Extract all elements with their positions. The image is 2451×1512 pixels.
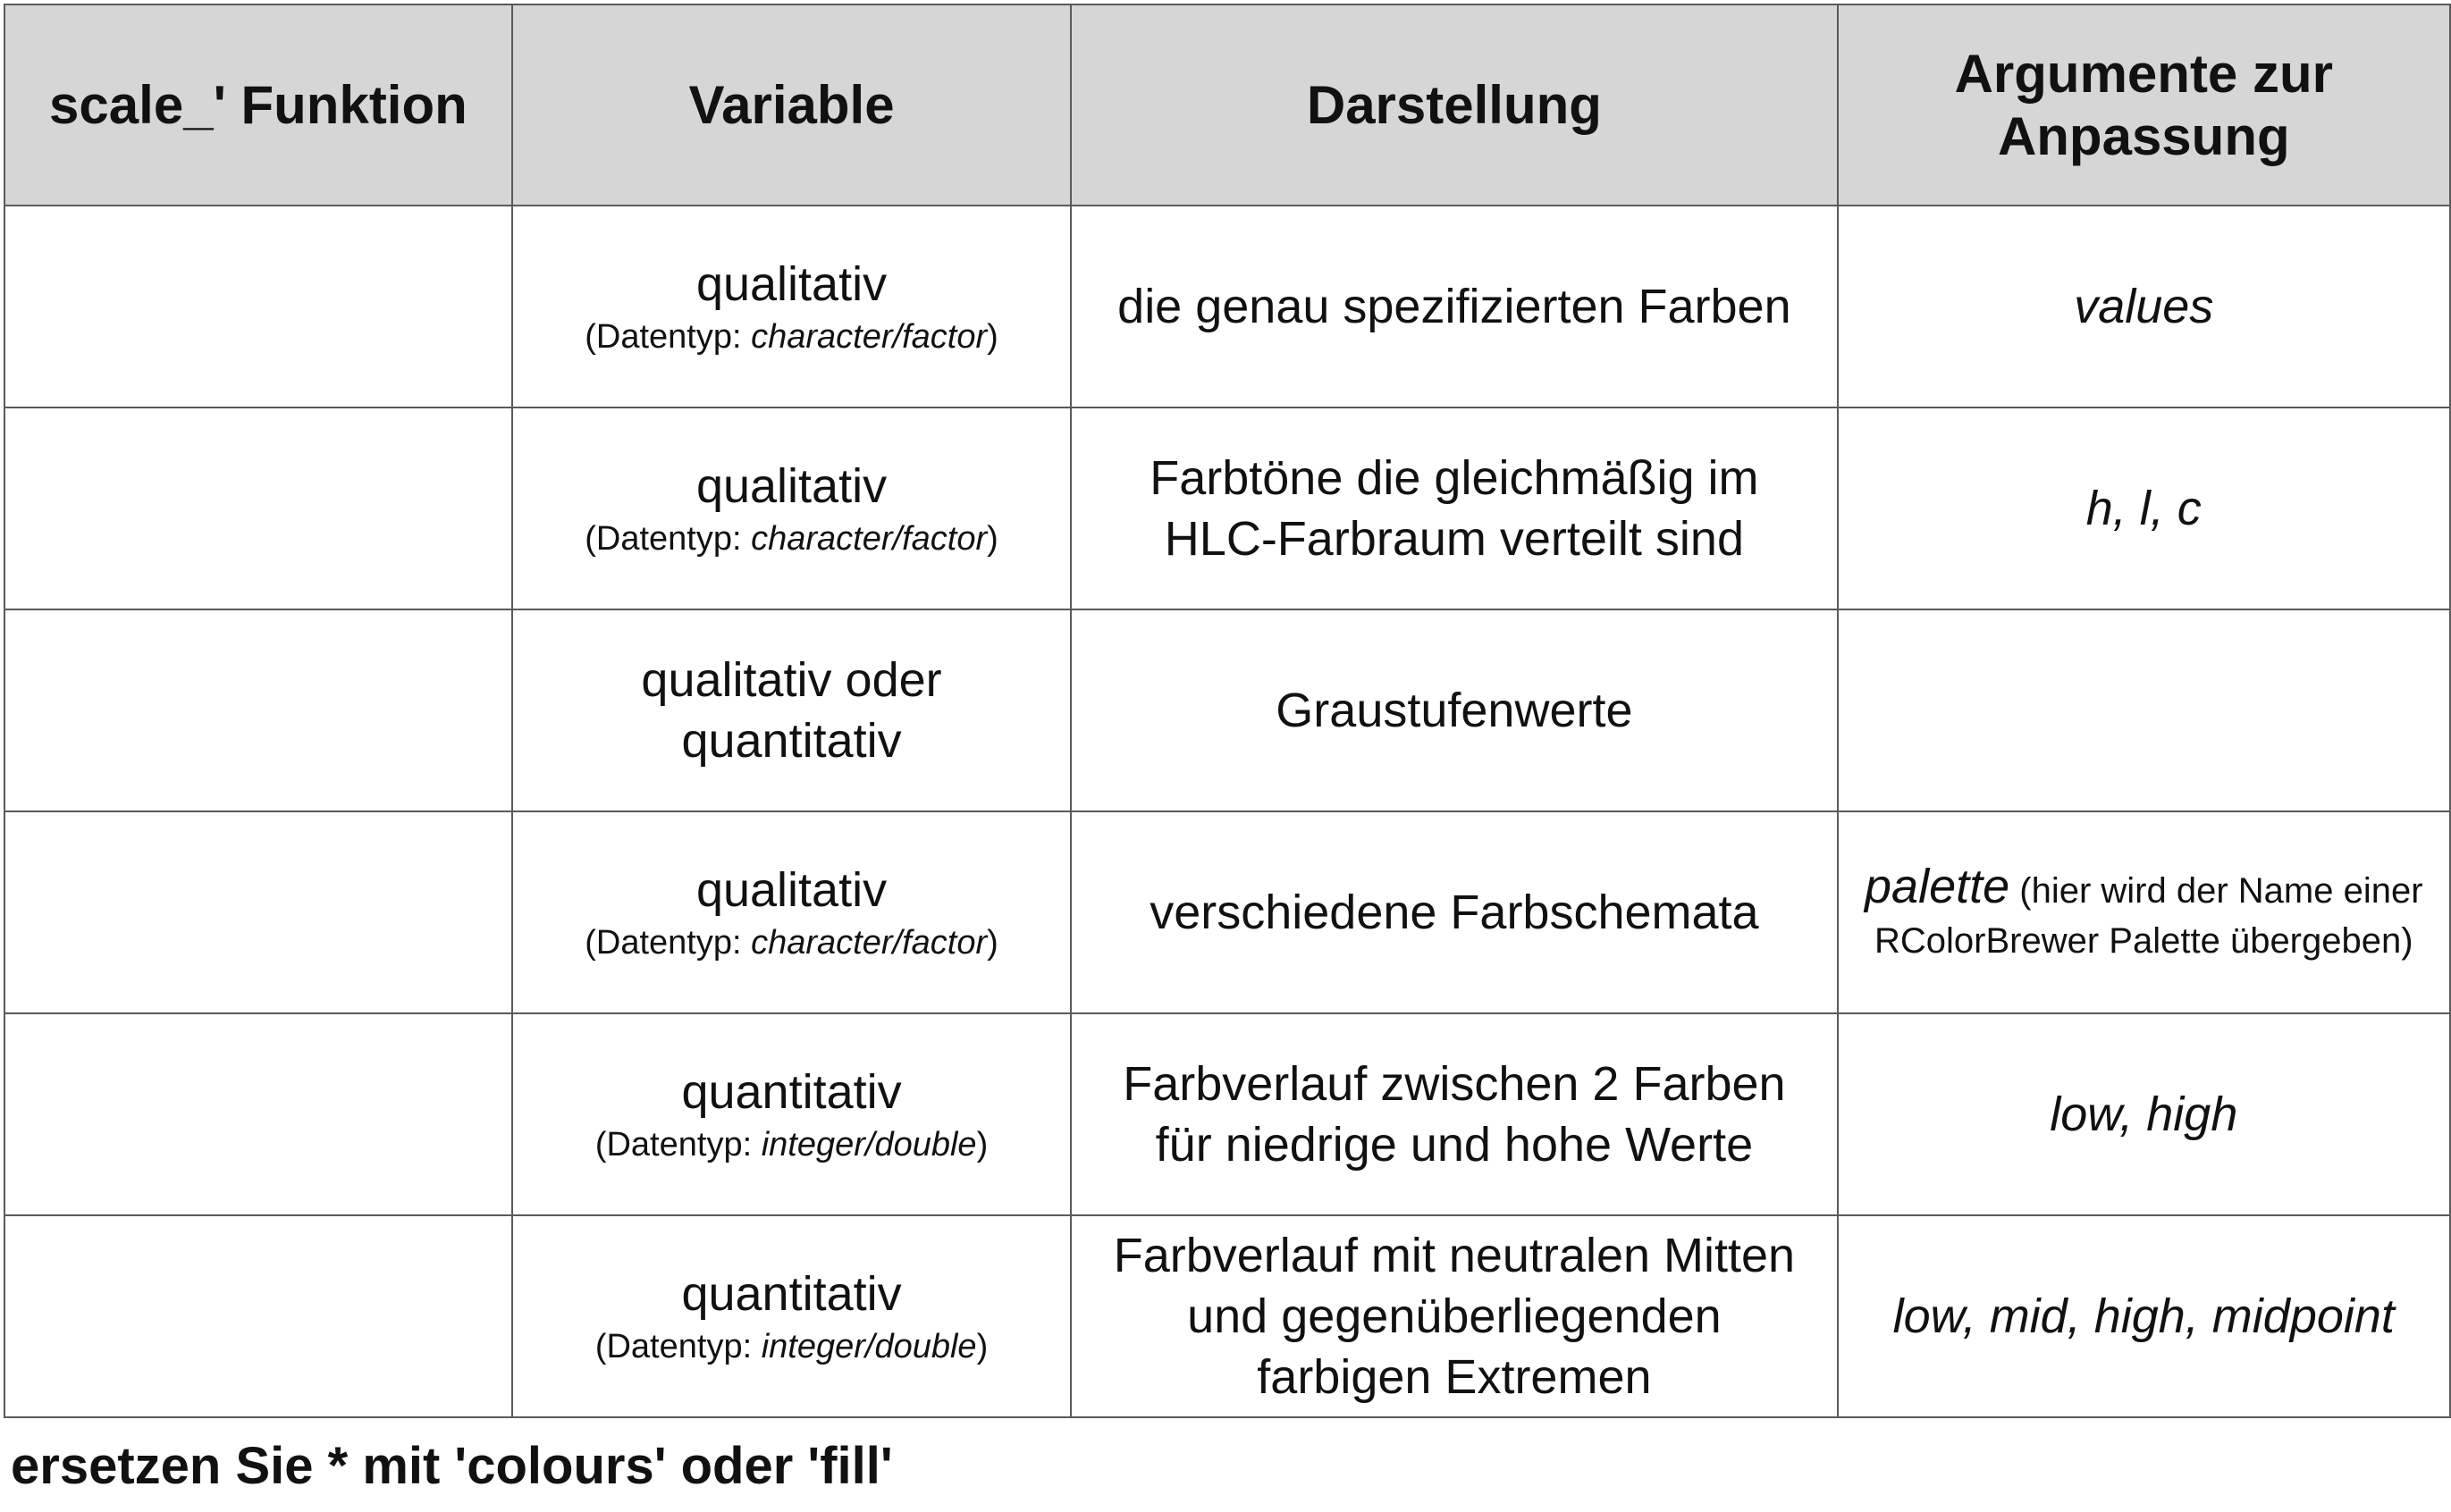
header-arguments-line1: Argumente zur bbox=[1954, 43, 2333, 104]
function-name: scale_*_manual bbox=[4, 206, 512, 407]
display-cell bbox=[1071, 811, 1837, 1013]
table-row bbox=[4, 811, 2450, 1013]
table-row bbox=[4, 609, 2450, 811]
display-cell bbox=[1071, 407, 1837, 609]
display-line: Farbverlauf zwischen 2 Farben bbox=[1123, 1057, 1786, 1111]
header-arguments bbox=[1838, 4, 2450, 206]
datatype-prefix: (Datentyp: bbox=[585, 318, 752, 356]
function-name: scale_*_grey bbox=[4, 609, 512, 811]
datatype-suffix: ) bbox=[987, 318, 998, 356]
datatype-value: character/factor bbox=[751, 924, 988, 962]
variable-datatype bbox=[520, 1122, 1063, 1167]
palette-description: (hier wird der Name einer bbox=[2009, 870, 2423, 911]
variable-kind: qualitativ bbox=[695, 863, 888, 917]
palette-argument: palette bbox=[1865, 859, 2010, 913]
arguments-cell: low, mid, high, midpoint bbox=[1838, 1215, 2450, 1417]
table-row bbox=[4, 1215, 2450, 1417]
display-line: farbigen Extremen bbox=[1257, 1350, 1652, 1404]
display-cell bbox=[1071, 206, 1837, 407]
display-line: Farbtöne die gleichmäßig im bbox=[1150, 451, 1759, 505]
variable-kind: qualitativ bbox=[695, 257, 888, 311]
datatype-value: integer/double bbox=[761, 1328, 977, 1365]
display-line: Graustufenwerte bbox=[1276, 684, 1633, 737]
datatype-prefix: (Datentyp: bbox=[585, 924, 752, 962]
arguments-cell: h, l, c bbox=[1838, 407, 2450, 609]
function-name: scale_*_brewer bbox=[4, 811, 512, 1013]
variable-cell bbox=[512, 609, 1071, 811]
table-row bbox=[4, 407, 2450, 609]
display-cell bbox=[1071, 609, 1837, 811]
display-cell bbox=[1071, 1215, 1837, 1417]
datatype-suffix: ) bbox=[976, 1126, 989, 1163]
variable-kind: qualitativ oder bbox=[641, 653, 942, 707]
variable-datatype bbox=[520, 517, 1063, 561]
datatype-suffix: ) bbox=[987, 520, 998, 558]
display-line: HLC-Farbraum verteilt sind bbox=[1164, 512, 1744, 566]
arguments-cell bbox=[1838, 609, 2450, 811]
footnote: ersetzen Sie * mit 'colours' oder 'fill' bbox=[11, 1437, 893, 1495]
variable-kind: qualitativ bbox=[695, 459, 888, 513]
function-name: scale_*_gradient2 bbox=[4, 1215, 512, 1417]
header-row bbox=[4, 4, 2450, 206]
datatype-value: character/factor bbox=[751, 318, 988, 356]
variable-cell bbox=[512, 811, 1071, 1013]
variable-cell bbox=[512, 206, 1071, 407]
display-line: und gegenüberliegenden bbox=[1187, 1289, 1722, 1343]
display-line: Farbverlauf mit neutralen Mitten bbox=[1113, 1229, 1796, 1282]
variable-cell bbox=[512, 407, 1071, 609]
arguments-cell: low, high bbox=[1838, 1013, 2450, 1215]
variable-datatype bbox=[520, 315, 1063, 359]
variable-kind: quantitativ bbox=[681, 1065, 902, 1119]
variable-cell bbox=[512, 1013, 1071, 1215]
display-line: verschiedene Farbschemata bbox=[1150, 886, 1759, 939]
display-line: für niedrige und hohe Werte bbox=[1155, 1118, 1754, 1172]
variable-datatype bbox=[520, 920, 1063, 965]
table-row bbox=[4, 1013, 2450, 1215]
datatype-prefix: (Datentyp: bbox=[594, 1126, 762, 1163]
variable-kind: quantitativ bbox=[681, 1267, 902, 1321]
arguments-line1 bbox=[1842, 861, 2446, 917]
header-function: scale_' Funktion bbox=[4, 4, 512, 206]
datatype-prefix: (Datentyp: bbox=[594, 1328, 762, 1365]
datatype-prefix: (Datentyp: bbox=[585, 520, 752, 558]
display-line: die genau spezifizierten Farben bbox=[1117, 280, 1791, 333]
palette-description-line2: RColorBrewer Palette übergeben) bbox=[1874, 920, 2413, 961]
datatype-suffix: ) bbox=[987, 924, 998, 962]
arguments-cell: values bbox=[1838, 206, 2450, 407]
display-cell bbox=[1071, 1013, 1837, 1215]
table-row bbox=[4, 206, 2450, 407]
function-name: scale_*_hue bbox=[4, 407, 512, 609]
header-arguments-line2: Anpassung bbox=[1997, 105, 2290, 166]
header-display: Darstellung bbox=[1071, 4, 1837, 206]
variable-kind-line2: quantitativ bbox=[681, 714, 902, 768]
variable-datatype bbox=[520, 1324, 1063, 1369]
arguments-cell bbox=[1838, 811, 2450, 1013]
header-variable: Variable bbox=[512, 4, 1071, 206]
variable-cell bbox=[512, 1215, 1071, 1417]
datatype-value: character/factor bbox=[751, 520, 988, 558]
scale-functions-table bbox=[4, 4, 2451, 1418]
datatype-suffix: ) bbox=[976, 1328, 989, 1365]
function-name: scale_*_gradient bbox=[4, 1013, 512, 1215]
datatype-value: integer/double bbox=[761, 1126, 977, 1163]
